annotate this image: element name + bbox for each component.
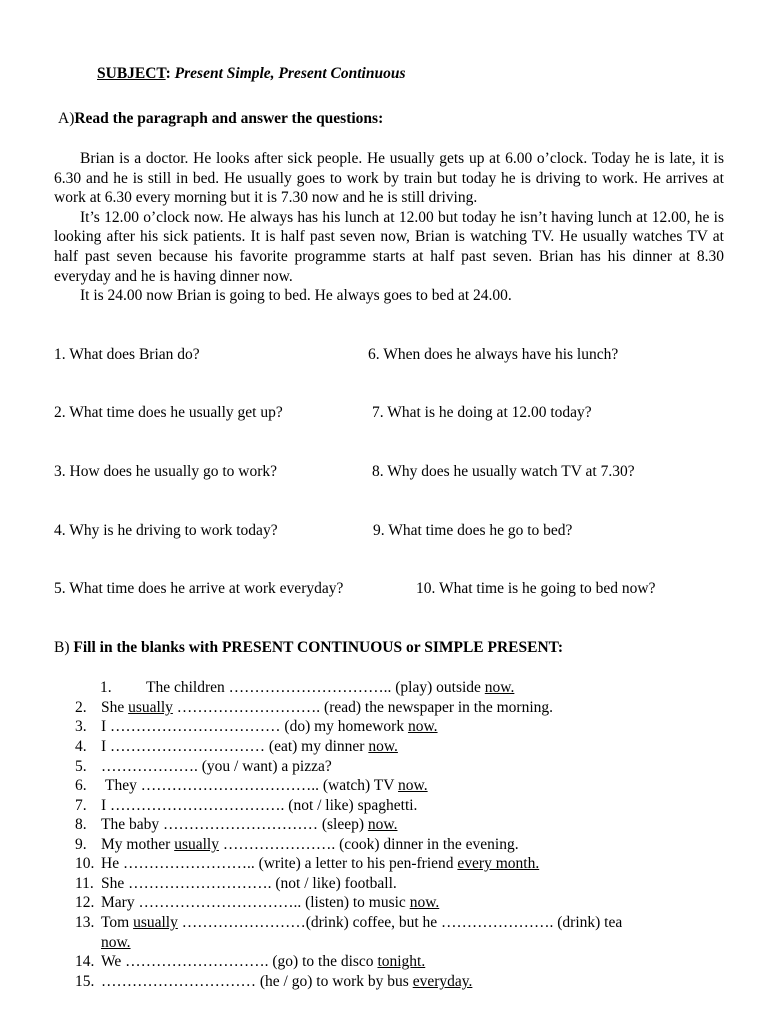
- time-expression: now.: [407, 718, 438, 735]
- question-3: 3. How does he usually go to work?: [54, 463, 277, 480]
- question-10: 10. What time is he going to bed now?: [416, 580, 656, 597]
- question-5: 5. What time does he arrive at work everyday?: [54, 580, 344, 597]
- time-expression: usually: [128, 699, 173, 716]
- item-sentence: She ………………………. (not / like) football.: [101, 875, 397, 892]
- time-expression: now.: [484, 679, 515, 696]
- item-sentence: The children ………………………….. (play) outside: [146, 679, 485, 696]
- item-text: [101, 913, 622, 933]
- item-number: 10.: [75, 855, 95, 872]
- time-expression: every month.: [457, 855, 540, 872]
- item-text: [101, 737, 398, 757]
- item-text: [101, 874, 397, 894]
- item-number: 1.: [100, 679, 112, 696]
- item-text: [101, 952, 425, 972]
- question-4: 4. Why is he driving to work today?: [54, 522, 278, 539]
- paragraph-3: It is 24.00 now Brian is going to bed. He always goes to bed at 24.00.: [80, 287, 512, 305]
- exercise-item-13-continuation: [101, 933, 131, 953]
- paragraph-2: It’s 12.00 o’clock now. He always has his lunch at 12.00 but today he isn’t having lunch at 12.00, he is looking after his sick patients. It is half past seven now, Brian is watching TV. He usually watches TV at half past seven because his favorite programme starts at half past seven. Brian has his dinner at 8.30 everyday and he is having dinner now.: [54, 208, 724, 285]
- time-expression: now.: [409, 894, 440, 911]
- item-number: 8.: [75, 816, 87, 833]
- item-number: 7.: [75, 797, 87, 814]
- reading-paragraph: [54, 149, 724, 306]
- item-number: 5.: [75, 758, 87, 775]
- item-sentence: I …………………………… (do) my homework: [101, 718, 408, 735]
- item-sentence: The baby ………………………… (sleep): [101, 816, 368, 833]
- section-a-letter: A): [58, 110, 75, 127]
- time-expression: now.: [398, 777, 428, 794]
- question-2: 2. What time does he usually get up?: [54, 404, 283, 421]
- item-sentence: My mother: [101, 836, 175, 853]
- time-expression: usually: [174, 836, 219, 853]
- item-number: 2.: [75, 699, 87, 716]
- time-expression: now.: [368, 738, 398, 755]
- item-number: 4.: [75, 738, 87, 755]
- time-expression: now.: [367, 816, 398, 833]
- item-sentence: ………………………. (read) the newspaper in the morning.: [172, 699, 554, 716]
- question-8: 8. Why does he usually watch TV at 7.30?: [372, 463, 635, 480]
- item-number: 12.: [75, 894, 95, 911]
- question-7: 7. What is he doing at 12.00 today?: [372, 404, 592, 421]
- item-sentence: I ………………………… (eat) my dinner: [101, 738, 369, 755]
- question-9: 9. What time does he go to bed?: [373, 522, 573, 539]
- item-sentence: He …………………….. (write) a letter to his pen-friend: [101, 855, 458, 872]
- item-sentence: ………………………… (he / go) to work by bus: [101, 973, 413, 990]
- item-number: 11.: [75, 875, 94, 892]
- item-number: 15.: [75, 973, 95, 990]
- item-sentence: …………………. (cook) dinner in the evening.: [218, 836, 519, 853]
- section-a-heading: [58, 109, 383, 129]
- item-sentence: Mary ………………………….. (listen) to music: [101, 894, 410, 911]
- item-text: [101, 835, 519, 855]
- item-number: 9.: [75, 836, 87, 853]
- item-text: [101, 717, 438, 737]
- item-text: [101, 893, 439, 913]
- subject-colon: :: [165, 65, 171, 82]
- section-a-title: Read the paragraph and answer the questions:: [74, 110, 384, 127]
- subject-line: [97, 64, 406, 84]
- paragraph-1: Brian is a doctor. He looks after sick people. He usually gets up at 6.00 o’clock. Today he is late, it is 6.30 and he is still in bed. He usually goes to work by train but today he is driving to work. He arrives at work at 6.30 every morning but it is 7.30 now and he is still driving.: [54, 150, 724, 207]
- item-text: [101, 698, 553, 718]
- item-sentence: I ……………………………. (not / like) spaghetti.: [101, 797, 418, 814]
- item-number: 6.: [75, 777, 87, 794]
- item-number: 3.: [75, 718, 87, 735]
- item-text: [101, 815, 397, 835]
- item-sentence: Tom: [101, 914, 134, 931]
- item-sentence: ……………………(drink) coffee, but he …………………. (drink) tea: [177, 914, 623, 931]
- item-sentence: We ………………………. (go) to the disco: [101, 953, 378, 970]
- item-text: [101, 796, 417, 816]
- item-sentence: She: [101, 699, 129, 716]
- question-6: 6. When does he always have his lunch?: [368, 346, 619, 363]
- item-text: [101, 854, 539, 874]
- question-1: 1. What does Brian do?: [54, 346, 200, 363]
- time-expression: tonight.: [377, 953, 426, 970]
- time-expression: now.: [101, 934, 131, 951]
- item-number: 14.: [75, 953, 95, 970]
- section-b-title: Fill in the blanks with PRESENT CONTINUOUS or SIMPLE PRESENT:: [73, 639, 564, 656]
- item-text: [146, 678, 514, 698]
- item-number: 13.: [75, 914, 95, 931]
- subject-topic: Present Simple, Present Continuous: [174, 65, 406, 82]
- item-sentence: ………………. (you / want) a pizza?: [101, 758, 332, 775]
- section-b-heading: [54, 638, 563, 658]
- section-b-letter: B): [54, 639, 70, 656]
- time-expression: usually: [133, 914, 178, 931]
- item-sentence: They …………………………….. (watch) TV: [105, 777, 399, 794]
- time-expression: everyday.: [412, 973, 473, 990]
- subject-label: SUBJECT: [97, 65, 166, 82]
- item-text: [101, 972, 472, 992]
- item-text: [101, 757, 332, 777]
- item-text: [105, 776, 428, 796]
